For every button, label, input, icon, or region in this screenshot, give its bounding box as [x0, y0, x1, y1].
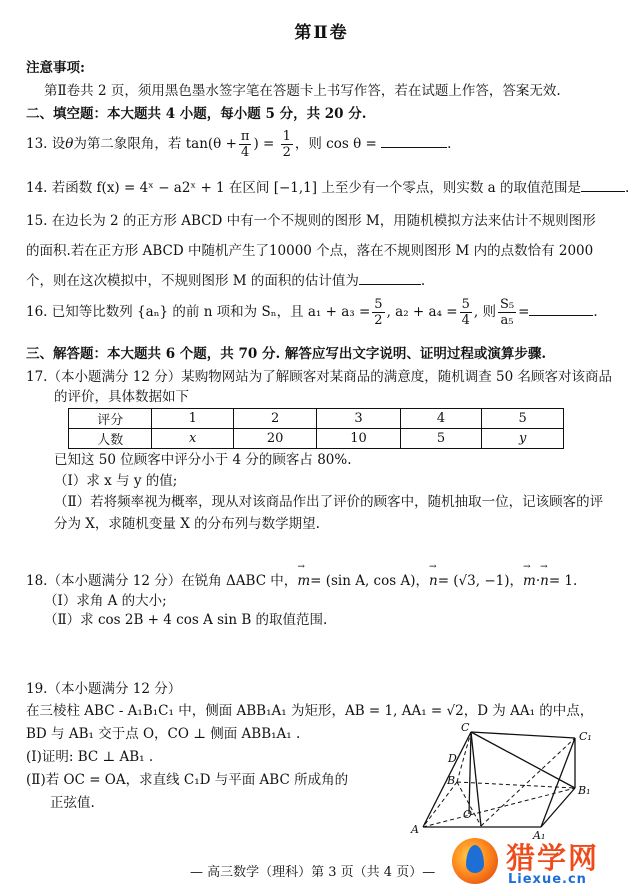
- q13-tan: tan(θ +: [185, 136, 237, 152]
- question-16: 16. 已知等比数列 {aₙ} 的前 n 项和为 Sₙ，且 a₁ + a₃ = $\frac{5}{2}$ , a₂ + a₄ = $\frac{5}{4}$ , 则 $\frac{\text{S₅}}{\text{a₅}}$ = .: [26, 297, 598, 328]
- q17-part2a: （Ⅱ）若将频率视为概率，现从对该商品作出了评价的顾客中，随机抽取一位，记该顾客的评: [54, 494, 604, 510]
- table-cell: 1: [152, 409, 234, 429]
- label-b1: B₁: [578, 784, 591, 797]
- table-cell: 4: [400, 409, 482, 429]
- q18-vector-m: → m: [297, 573, 310, 589]
- q19-part2a: (Ⅱ)若 OC = OA，求直线 C₁D 与平面 ABC 所成角的: [26, 772, 349, 788]
- q13-mid: 为第二象限角，若: [73, 136, 182, 152]
- q19-heading: 19.（本小题满分 12 分）: [26, 681, 182, 697]
- q16-pre: 16. 已知等比数列 {aₙ} 的前 n 项和为 Sₙ，且 a₁ + a₃ =: [26, 304, 371, 320]
- table-row: [69, 429, 564, 449]
- question-13: 13. 设θ为第二象限角，若 tan(θ + $\frac{\pi}{4}$ ) = $\frac{1}{2}$ ，则 cos θ = .: [26, 129, 452, 160]
- label-a: A: [411, 823, 419, 836]
- page-footer: — 高三数学（理科）第 3 页（共 4 页）—: [190, 865, 436, 880]
- label-c1: C₁: [579, 730, 592, 743]
- label-d: D: [448, 752, 457, 765]
- edge-c-c1: [471, 732, 575, 738]
- q19-line2: BD 与 AB₁ 交于点 O，CO ⊥ 侧面 ABB₁A₁ .: [26, 726, 301, 742]
- edge-c1-a1: [541, 738, 575, 827]
- notice-text: 第Ⅱ卷共 2 页，须用黑色墨水签字笔在答题卡上书写作答，若在试题上作答，答案无效.: [44, 83, 561, 99]
- q17-line2: 的评价，具体数据如下: [54, 389, 189, 405]
- q16-fraction-1: $\frac{5}{2}$: [374, 297, 383, 328]
- prism-figure: [405, 722, 605, 840]
- label-o: O: [463, 808, 473, 821]
- watermark-url: Liexue.cn: [508, 872, 587, 887]
- q17-line3: 已知这 50 位顾客中评分小于 4 分的顾客占 80%.: [54, 452, 352, 468]
- q13-post: ，则 cos θ =: [294, 136, 377, 152]
- label-b: B: [447, 774, 456, 787]
- q19-part2b: 正弦值.: [50, 795, 95, 811]
- q14-answer-blank: [581, 191, 625, 192]
- q16-answer-blank: [529, 315, 593, 316]
- table-cell: 5: [400, 429, 482, 449]
- q13-close: ) =: [253, 136, 275, 152]
- table-cell: x: [152, 429, 234, 449]
- q13-pi-fraction: $\frac{\pi}{4}$: [240, 129, 250, 160]
- q18-part2: （Ⅱ）求 cos 2B + 4 cos A sin B 的取值范围.: [44, 612, 328, 628]
- q13-half-fraction: $\frac{1}{2}$: [282, 129, 291, 160]
- q13-number: 13.: [26, 136, 48, 152]
- question-14: 14. 若函数 f(x) = 4ˣ − a2ˣ + 1 在区间 [−1,1] 上至少有一个零点，则实数 a 的取值范围是 .: [26, 180, 630, 196]
- q16-fraction-2: $\frac{5}{4}$: [461, 297, 470, 328]
- edge-a-b1: [423, 788, 575, 827]
- table-cell: 5: [482, 409, 564, 429]
- q15-line2: 的面积.若在正方形 ABCD 中随机产生了10000 个点，落在不规则图形 M 内的点数恰有 2000: [26, 243, 594, 259]
- q19-line1: 在三棱柱 ABC - A₁B₁C₁ 中，侧面 ABB₁A₁ 为矩形，AB = 1, AA₁ = √2，D 为 AA₁ 的中点，: [26, 703, 594, 719]
- notice-heading: 注意事项:: [26, 60, 85, 76]
- page-title: 第Ⅱ卷: [294, 23, 349, 43]
- q17-score-table: [68, 408, 564, 449]
- q13-theta: θ: [65, 136, 74, 152]
- table-cell: 3: [317, 409, 400, 429]
- q13-pre: 设: [51, 136, 66, 152]
- q17-line1: 17.（本小题满分 12 分）某购物网站为了解顾客对某商品的满意度，随机调查 50 名顾客对该商品: [26, 369, 612, 385]
- q15-line1: 15. 在边长为 2 的正方形 ABCD 中有一个不规则的图形 M，用随机模拟方法来估计不规则图形: [26, 213, 596, 229]
- q15-line3: 个，则在这次模拟中，不规则图形 M 的面积的估计值为 .: [26, 273, 426, 289]
- q16-fraction-3: $\frac{\text{S₅}}{\text{a₅}}$: [499, 297, 515, 328]
- section2-heading: 二、填空题：本大题共 4 小题，每小题 5 分，共 20 分.: [26, 106, 367, 122]
- edge-b-a: [423, 782, 457, 827]
- table-cell: 2: [234, 409, 317, 429]
- q14-text: 14. 若函数 f(x) = 4ˣ − a2ˣ + 1 在区间 [−1,1] 上至少有一个零点，则实数 a 的取值范围是: [26, 180, 581, 196]
- edge-a1-b1: [541, 788, 575, 827]
- watermark-text: 猎学网: [506, 841, 600, 875]
- q18-vector-m2: → m: [523, 573, 536, 589]
- label-c: C: [461, 722, 470, 734]
- edge-b-c: [457, 732, 471, 782]
- edge-c-b1: [471, 732, 575, 788]
- edge-c-o: [469, 732, 471, 814]
- question-18: 18.（本小题满分 12 分）在锐角 ΔABC 中，→ m= (sin A, cos A)，→ n= (√3, −1)，→ m·→ n= 1.: [26, 569, 577, 589]
- q17-part1: （Ⅰ）求 x 与 y 的值;: [54, 473, 178, 489]
- q18-vector-n: → n: [429, 573, 438, 589]
- q17-part2b: 分为 X，求随机变量 X 的分布列与数学期望.: [54, 516, 320, 532]
- q18-vector-n2: → n: [540, 573, 549, 589]
- table-cell: 10: [317, 429, 400, 449]
- edge-c-d: [471, 732, 481, 826]
- table-cell: 评分: [69, 409, 152, 429]
- q15-answer-blank: [359, 284, 421, 285]
- label-a1: A₁: [533, 829, 546, 840]
- q13-answer-blank: [381, 147, 447, 148]
- q19-part1: (Ⅰ)证明: BC ⊥ AB₁ .: [26, 749, 154, 765]
- q18-part1: （Ⅰ）求角 A 的大小;: [44, 593, 167, 609]
- table-cell: 20: [234, 429, 317, 449]
- edge-d-c1: [481, 738, 575, 826]
- table-cell: 人数: [69, 429, 152, 449]
- section3-heading: 三、解答题：本大题共 6 个题，共 70 分. 解答应写出文字说明、证明过程或演算步骤.: [26, 346, 547, 362]
- table-cell: y: [482, 429, 564, 449]
- table-row: [69, 409, 564, 429]
